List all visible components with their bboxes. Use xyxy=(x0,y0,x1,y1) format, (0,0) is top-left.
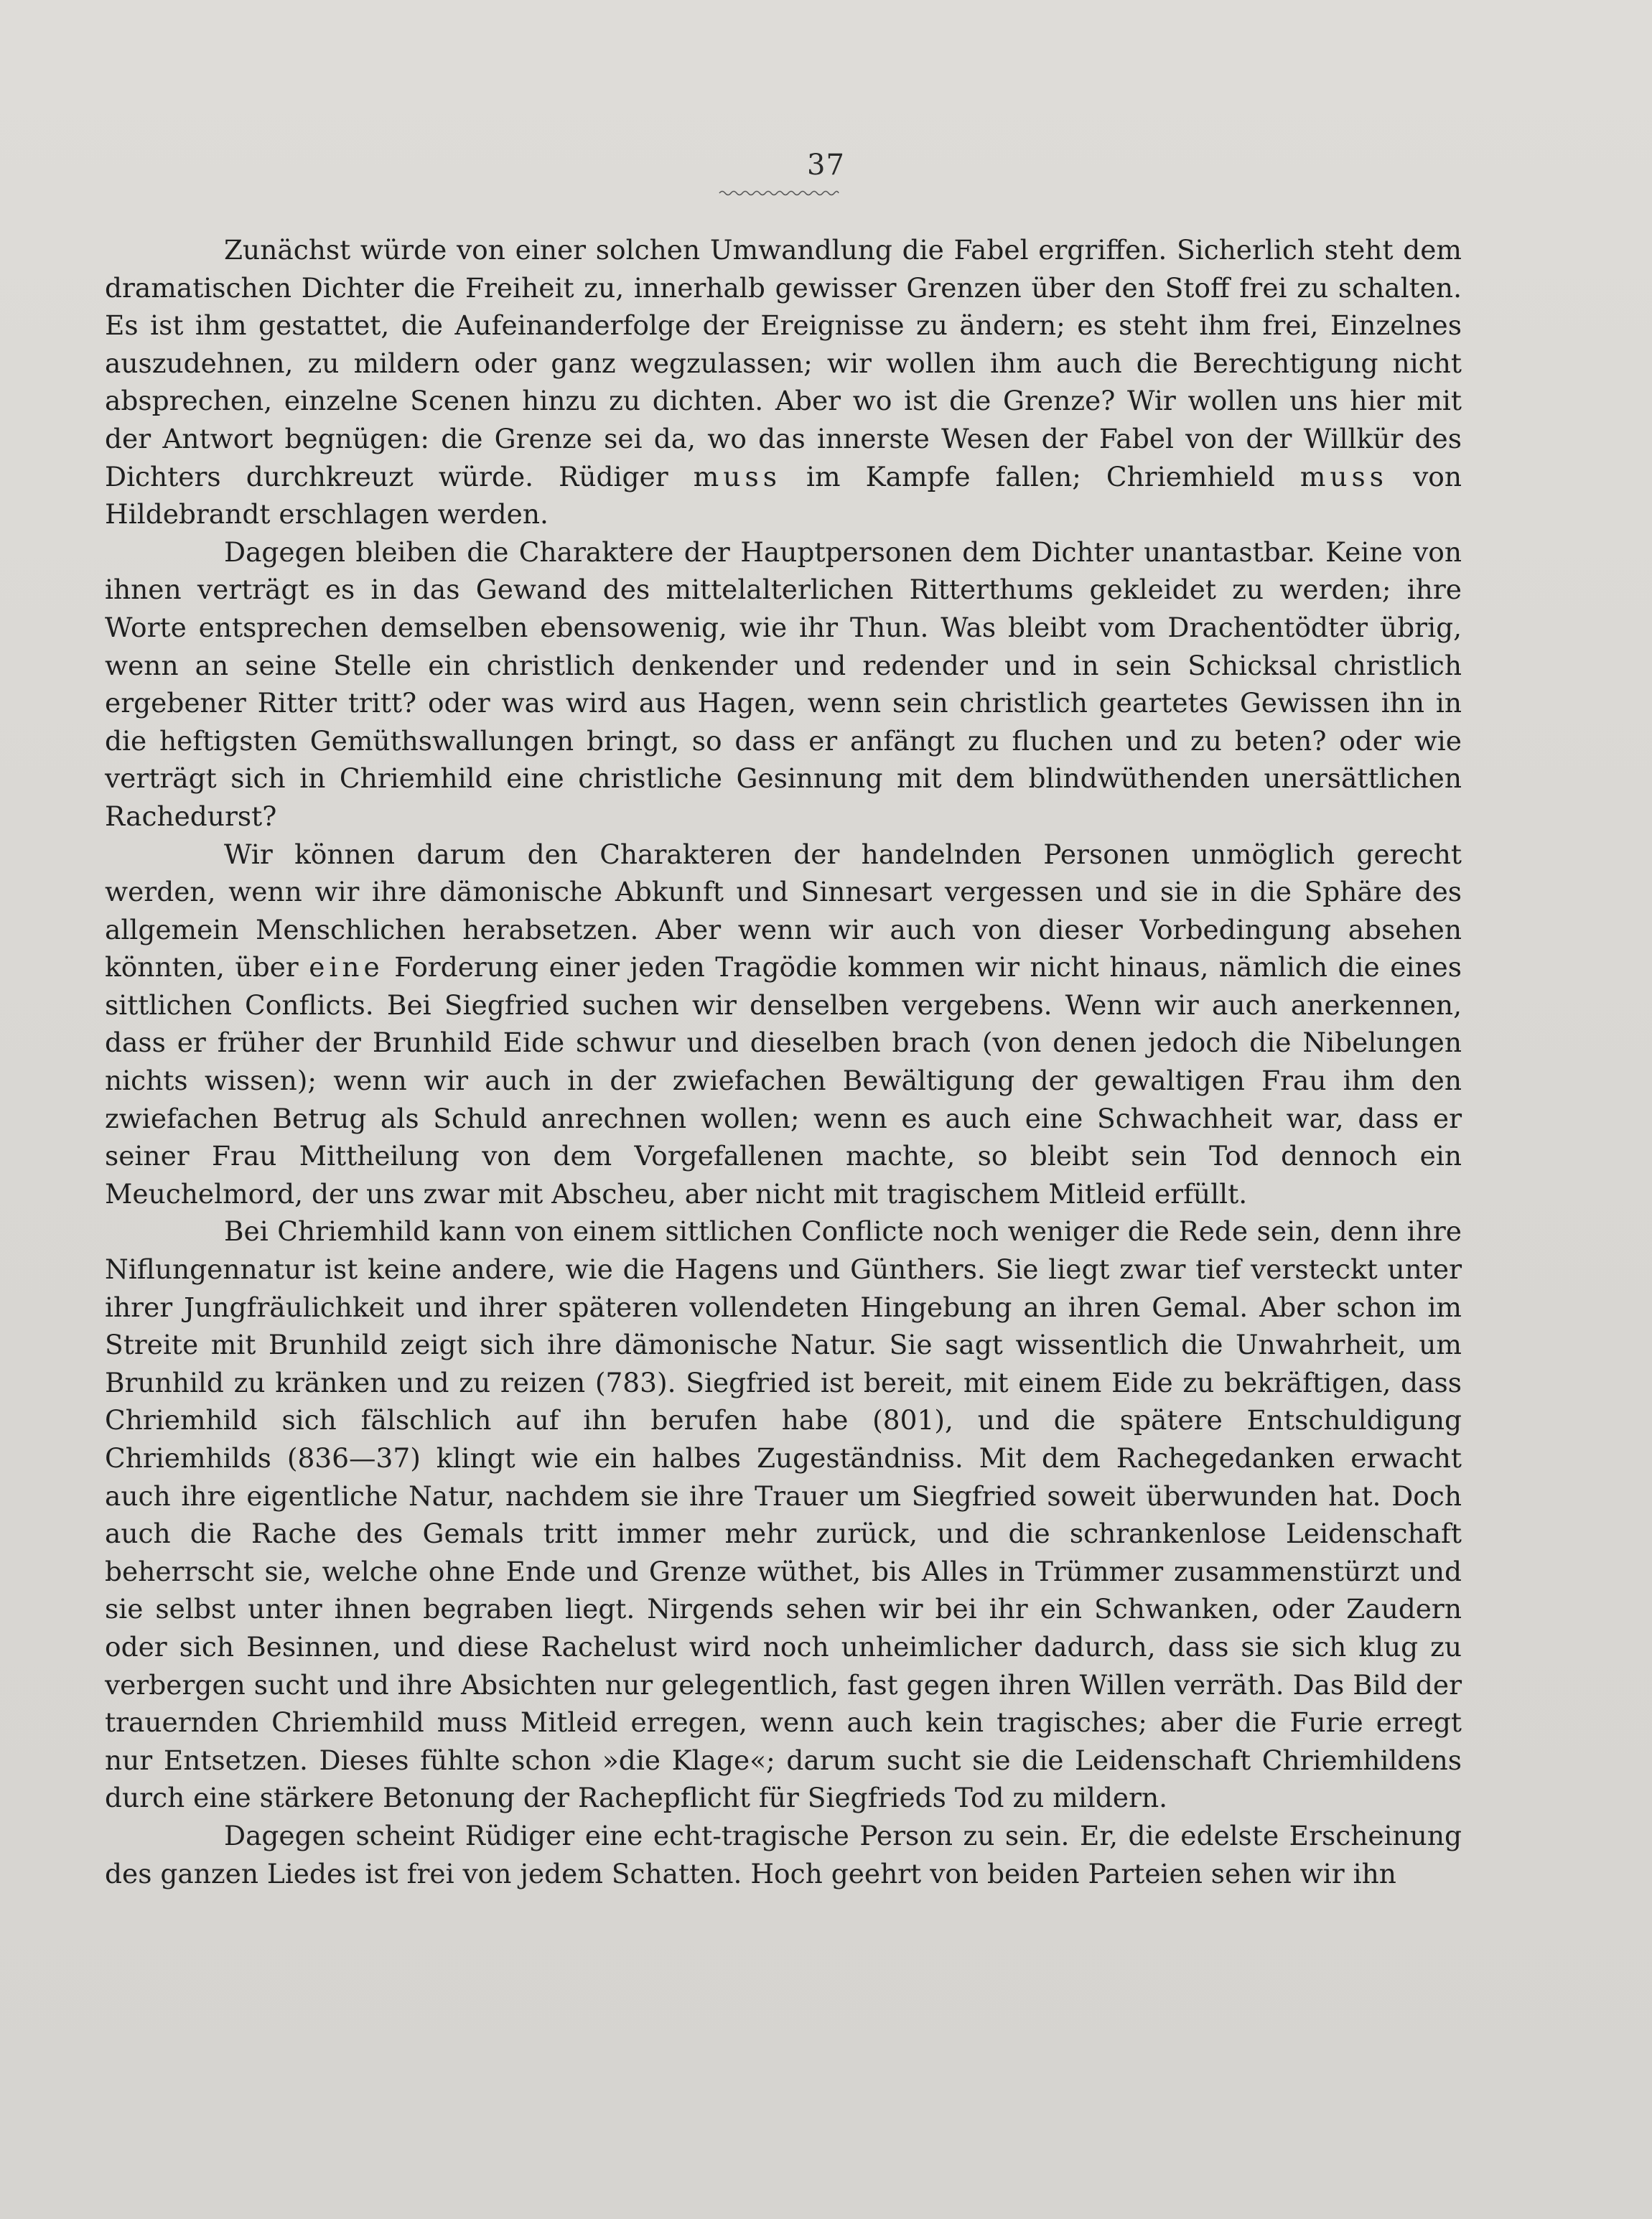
emphasis-run: eine xyxy=(309,951,384,984)
emphasis-run: muss xyxy=(693,460,781,492)
page-header xyxy=(0,149,1652,182)
page-number: 37 xyxy=(807,149,845,182)
text-run: Wir können darum den Charakteren der handelnden Personen unmöglich gerecht werden, wenn wir ihre dämonische Abkunft und Sinnesart vergessen und sie in die Sphäre des allgemein Menschlichen herabsetzen. Aber wenn wir auch von dieser Vorbedingung absehen könnten, über xyxy=(105,838,1462,984)
paragraph-5 xyxy=(105,1817,1462,1892)
text-run: Forderung einer jeden Tragödie kommen wir nicht hinaus, nämlich die eines sittlichen Conflicts. Bei Siegfried suchen wir denselben vergebens. Wenn wir auch anerkennen, dass er früher der Brunhild Eide schwur und dieselben brach (von denen jedoch die Nibelungen nichts wissen); wenn wir auch in der zwiefachen Bewältigung der gewaltigen Frau ihm den zwiefachen Betrug als Schuld anrechnen wollen; wenn es auch eine Schwachheit war, dass er seiner Frau Mittheilung von dem Vorgefallenen machte, so bleibt sein Tod dennoch ein Meuchelmord, der uns zwar mit Abscheu, aber nicht mit tragischem Mitleid erfüllt. xyxy=(105,951,1462,1210)
text-run: Dagegen scheint Rüdiger eine echt-tragische Person zu sein. Er, die edelste Erscheinung des ganzen Liedes ist frei von jedem Schatten. Hoch geehrt von beiden Parteien sehen wir ihn xyxy=(105,1819,1462,1889)
header-ornament-icon xyxy=(718,188,840,198)
paragraph-1 xyxy=(105,231,1462,533)
emphasis-run: muss xyxy=(1299,460,1389,492)
text-run: im Kampfe fallen; Chriemhield xyxy=(780,460,1300,492)
text-run: Bei Chriemhild kann von einem sittlichen Conflicte noch weniger die Rede sein, denn ihre Niflungennatur ist keine andere, wie die Hagens und Günthers. Sie liegt zwar tief versteckt unter ihrer Jungfräulichkeit und ihrer späteren vollendeten Hingebung an ihren Gemal. Aber schon im Streite mit Brunhild zeigt sich ihre dämonische Natur. Sie sagt wissentlich die Unwahrheit, um Brunhild zu kränken und zu reizen (783). Siegfried ist bereit, mit einem Eide zu bekräftigen, dass Chriemhild sich fälschlich auf ihn berufen habe (801), und die spätere Entschuldigung Chriemhilds (836—37) klingt wie ein halbes Zugeständniss. Mit dem Rachegedanken erwacht auch ihre eigentliche Natur, nachdem sie ihre Trauer um Siegfried soweit überwunden hat. Doch auch die Rache des Gemals tritt immer mehr zurück, und die schrankenlose Leidenschaft beherrscht sie, welche ohne Ende und Grenze wüthet, bis Alles in Trümmer zusammenstürzt und sie selbst unter ihnen begraben liegt. Nirgends sehen wir bei ihr ein Schwanken, oder Zaudern oder sich Besinnen, und diese Rachelust wird noch unheimlicher dadurch, dass sie sich klug zu verbergen sucht und ihre Absichten nur gelegentlich, fast gegen ihren Willen verräth. Das Bild der trauernden Chriemhild muss Mitleid erregen, wenn auch kein tragisches; aber die Furie erregt nur Entsetzen. Dieses fühlte schon »die Klage«; darum sucht sie die Leidenschaft Chriemhildens durch eine stärkere Betonung der Rachepflicht für Siegfrieds Tod zu mildern. xyxy=(105,1215,1462,1814)
body-text xyxy=(105,231,1462,1892)
paragraph-2 xyxy=(105,533,1462,836)
paragraph-3 xyxy=(105,836,1462,1213)
text-run: von Hildebrandt erschlagen werden. xyxy=(105,460,1462,531)
text-run: Dagegen bleiben die Charaktere der Hauptpersonen dem Dichter unantastbar. Keine von ihnen verträgt es in das Gewand des mittelalterlichen Ritterthums gekleidet zu werden; ihre Worte entsprechen demselben ebensowenig, wie ihr Thun. Was bleibt vom Drachentödter übrig, wenn an seine Stelle ein christlich denkender und redender und in sein Schicksal christlich ergebener Ritter tritt? oder was wird aus Hagen, wenn sein christlich geartetes Gewissen ihn in die heftigsten Gemüthswallungen bringt, so dass er anfängt zu fluchen und zu beten? oder wie verträgt sich in Chriemhild eine christliche Gesinnung mit dem blindwüthenden unersättlichen Rachedurst? xyxy=(105,536,1462,832)
paragraph-4 xyxy=(105,1213,1462,1817)
text-run: Zunächst würde von einer solchen Umwandlung die Fabel ergriffen. Sicherlich steht dem dramatischen Dichter die Freiheit zu, innerhalb gewisser Grenzen über den Stoff frei zu schalten. Es ist ihm gestattet, die Aufeinanderfolge der Ereignisse zu ändern; es steht ihm frei, Einzelnes auszudehnen, zu mildern oder ganz wegzulassen; wir wollen ihm auch die Berechtigung nicht absprechen, einzelne Scenen hinzu zu dichten. Aber wo ist die Grenze? Wir wollen uns hier mit der Antwort begnügen: die Grenze sei da, wo das innerste Wesen der Fabel von der Willkür des Dichters durchkreuzt würde. Rüdiger xyxy=(105,234,1462,492)
